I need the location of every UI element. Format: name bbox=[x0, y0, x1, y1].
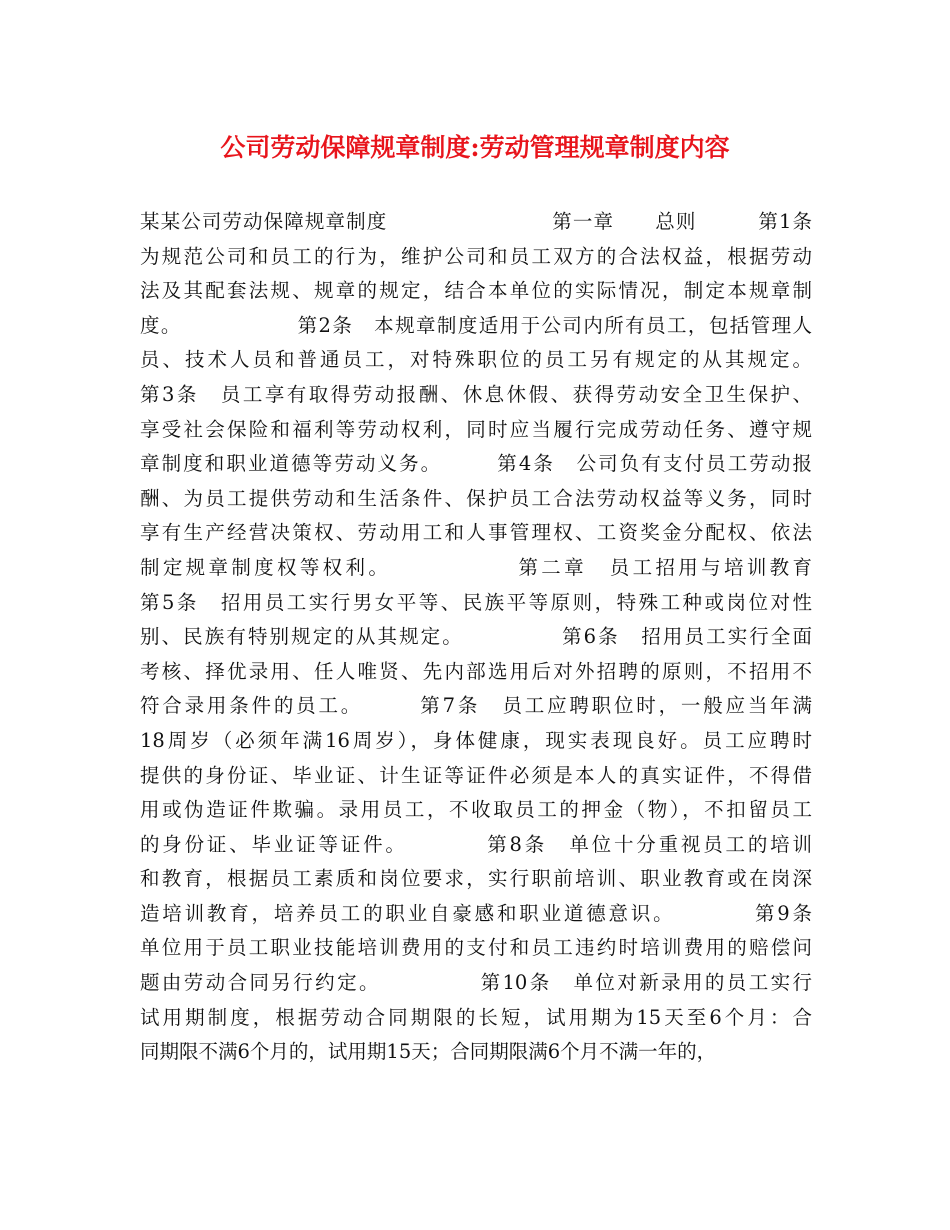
body-line: 员、技术人员和普通员工，对特殊职位的员工另有规定的从其规定。 bbox=[140, 348, 812, 372]
body-line: 考核、择优录用、任人唯贤、先内部选用后对外招聘的原则，不招用不 bbox=[140, 659, 812, 683]
body-line: 别、民族有特别规定的从其规定。 第6条 招用员工实行全面 bbox=[140, 625, 812, 649]
body-line: 享受社会保险和福利等劳动权利，同时应当履行完成劳动任务、遵守规 bbox=[140, 417, 812, 441]
document-body bbox=[140, 205, 820, 1070]
body-line: 享有生产经营决策权、劳动用工和人事管理权、工资奖金分配权、依法 bbox=[140, 521, 812, 545]
body-line: 酬、为员工提供劳动和生活条件、保护员工合法劳动权益等义务，同时 bbox=[140, 486, 812, 510]
body-line: 符合录用条件的员工。 第7条 员工应聘职位时，一般应当年满 bbox=[140, 694, 812, 718]
body-line: 为规范公司和员工的行为，维护公司和员工双方的合法权益，根据劳动 bbox=[140, 244, 812, 268]
body-line: 造培训教育，培养员工的职业自豪感和职业道德意识。 第9条 bbox=[140, 901, 812, 925]
body-line: 和教育，根据员工素质和岗位要求，实行职前培训、职业教育或在岗深 bbox=[140, 867, 812, 891]
body-line: 题由劳动合同另行约定。 第10条 单位对新录用的员工实行 bbox=[140, 971, 812, 995]
body-line: 制定规章制度权等权利。 第二章 员工招用与培训教育 bbox=[140, 555, 812, 579]
body-line: 用或伪造证件欺骗。录用员工，不收取员工的押金（物），不扣留员工 bbox=[140, 798, 812, 822]
body-line: 18周岁（必须年满16周岁），身体健康，现实表现良好。员工应聘时 bbox=[140, 728, 812, 752]
body-line: 度。 第2条 本规章制度适用于公司内所有员工，包括管理人 bbox=[140, 313, 812, 337]
body-line: 试用期制度，根据劳动合同期限的长短，试用期为15天至6个月：合 bbox=[140, 1005, 812, 1029]
body-line: 同期限不满6个月的，试用期15天；合同期限满6个月不满一年的， bbox=[140, 1040, 717, 1064]
body-line: 章制度和职业道德等劳动义务。 第4条 公司负有支付员工劳动报 bbox=[140, 452, 812, 476]
document-title: 公司劳动保障规章制度:劳动管理规章制度内容 bbox=[220, 133, 730, 162]
body-line: 提供的身份证、毕业证、计生证等证件必须是本人的真实证件，不得借 bbox=[140, 763, 812, 787]
body-line: 的身份证、毕业证等证件。 第8条 单位十分重视员工的培训 bbox=[140, 832, 812, 856]
body-line: 法及其配套法规、规章的规定，结合本单位的实际情况，制定本规章制 bbox=[140, 279, 812, 303]
body-line: 单位用于员工职业技能培训费用的支付和员工违约时培训费用的赔偿问 bbox=[140, 936, 812, 960]
body-line: 第3条 员工享有取得劳动报酬、休息休假、获得劳动安全卫生保护、 bbox=[140, 382, 812, 406]
body-line: 某某公司劳动保障规章制度 第一章 总则 第1条 bbox=[140, 210, 812, 233]
body-line: 第5条 招用员工实行男女平等、民族平等原则，特殊工种或岗位对性 bbox=[140, 590, 812, 614]
